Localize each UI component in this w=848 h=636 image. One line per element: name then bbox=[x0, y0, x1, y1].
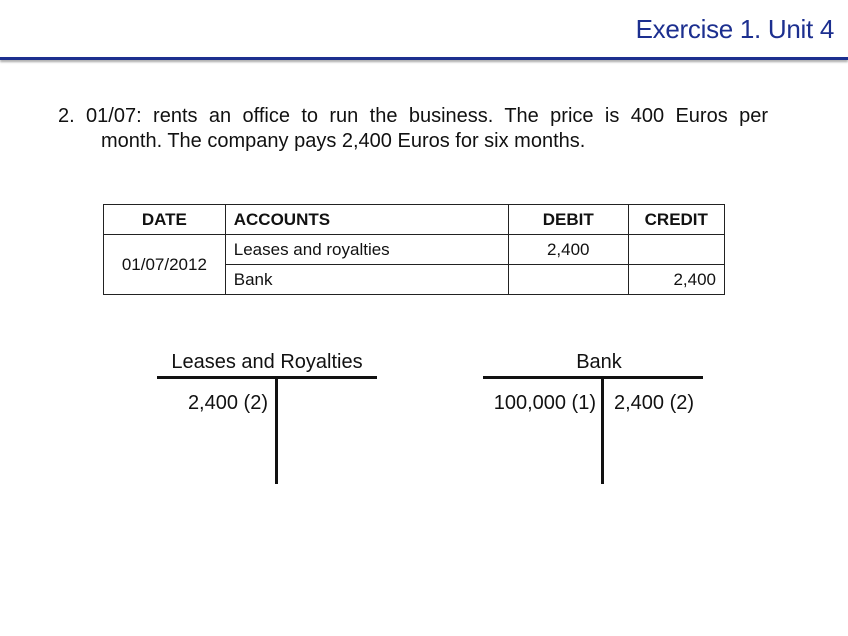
header-debit: DEBIT bbox=[508, 205, 628, 235]
t-account-credit-entry: 2,400 (2) bbox=[614, 392, 695, 414]
journal-table bbox=[103, 204, 725, 295]
entry-date: 01/07/2012 bbox=[104, 235, 226, 295]
t-account-title: Leases and Royalties bbox=[171, 351, 363, 373]
header-title: Exercise 1. Unit 4 bbox=[635, 14, 834, 44]
header-accounts: ACCOUNTS bbox=[225, 205, 508, 235]
debit-cell: 2,400 bbox=[508, 235, 628, 265]
t-account-stem bbox=[601, 376, 604, 484]
problem-line-2: month. The company pays 2,400 Euros for six months. bbox=[101, 130, 586, 152]
account-cell: Leases and royalties bbox=[225, 235, 508, 265]
journal-header-row bbox=[104, 205, 725, 235]
header-divider bbox=[0, 57, 848, 60]
t-account-title: Bank bbox=[576, 351, 622, 373]
t-account-top-line bbox=[483, 376, 703, 379]
t-account-stem bbox=[275, 376, 278, 484]
credit-cell: 2,400 bbox=[628, 265, 724, 295]
table-row bbox=[104, 235, 725, 265]
credit-cell bbox=[628, 235, 724, 265]
debit-cell bbox=[508, 265, 628, 295]
t-account-top-line bbox=[157, 376, 377, 379]
t-account-debit-entry: 2,400 (2) bbox=[187, 392, 268, 414]
problem-statement bbox=[58, 104, 768, 154]
problem-line-1: 2. 01/07: rents an office to run the business. The price is 400 Euros per bbox=[58, 105, 768, 127]
account-cell: Bank bbox=[225, 265, 508, 295]
header-credit: CREDIT bbox=[628, 205, 724, 235]
t-account-debit-entry: 100,000 (1) bbox=[493, 392, 596, 414]
header-date: DATE bbox=[104, 205, 226, 235]
